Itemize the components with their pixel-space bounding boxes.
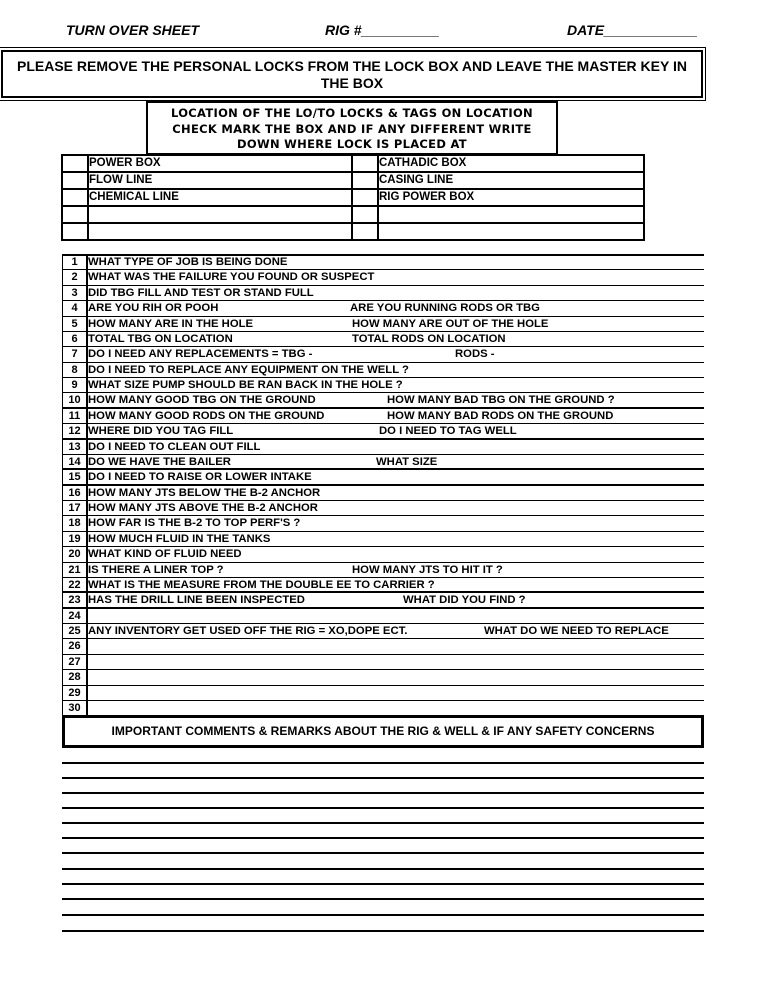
lockout-location-left-5[interactable] <box>87 222 353 241</box>
question-number: 2 <box>62 270 88 284</box>
lockout-location-label: CHEMICAL LINE <box>89 191 179 203</box>
question-row-6 <box>62 332 704 347</box>
question-number: 12 <box>62 424 88 437</box>
question-secondary-text: DO I NEED TO TAG WELL <box>379 425 517 438</box>
question-secondary-text: TOTAL RODS ON LOCATION <box>352 332 506 345</box>
question-secondary-text: WHAT SIZE <box>376 455 438 468</box>
question-text: DID TBG FILL AND TEST OR STAND FULL <box>88 286 314 299</box>
question-row-21 <box>62 563 704 578</box>
question-secondary-text: WHAT DO WE NEED TO REPLACE <box>484 625 669 637</box>
question-text: WHAT SIZE PUMP SHOULD BE RAN BACK IN THE HOLE ? <box>88 379 403 391</box>
question-number: 27 <box>62 655 88 669</box>
question-text: DO I NEED TO RAISE OR LOWER INTAKE <box>88 471 312 484</box>
question-text: HAS THE DRILL LINE BEEN INSPECTED <box>88 594 305 607</box>
comment-line[interactable] <box>62 914 704 916</box>
lockout-location-label: POWER BOX <box>89 157 161 169</box>
rig-number-field[interactable]: RIG #__________ <box>325 22 440 38</box>
date-field[interactable]: DATE____________ <box>567 22 698 38</box>
question-row-13 <box>62 440 704 455</box>
question-row-16 <box>62 486 704 501</box>
question-row-23 <box>62 593 704 608</box>
question-row-1 <box>62 255 704 270</box>
question-row-24 <box>62 609 704 624</box>
question-number: 17 <box>62 501 88 515</box>
question-secondary-text: HOW MANY ARE OUT OF THE HOLE <box>352 317 549 330</box>
question-text: HOW MANY GOOD TBG ON THE GROUND <box>88 394 316 407</box>
question-row-29 <box>62 686 704 701</box>
question-row-14 <box>62 455 704 470</box>
question-row-26 <box>62 639 704 654</box>
question-number: 28 <box>62 670 88 684</box>
lock-box-notice: PLEASE REMOVE THE PERSONAL LOCKS FROM THE LOCK BOX AND LEAVE THE MASTER KEY IN THE BOX <box>1 50 703 98</box>
question-number: 10 <box>62 393 88 406</box>
comment-line[interactable] <box>62 762 704 764</box>
question-text: WHAT IS THE MEASURE FROM THE DOUBLE EE TO CARRIER ? <box>88 578 435 591</box>
question-row-7 <box>62 347 704 362</box>
lockout-checkbox-right-5[interactable] <box>351 222 379 241</box>
question-text: ANY INVENTORY GET USED OFF THE RIG = XO,DOPE ECT. <box>88 625 408 637</box>
question-row-30 <box>62 701 704 716</box>
question-number: 1 <box>62 255 88 269</box>
question-row-28 <box>62 670 704 685</box>
comment-line[interactable] <box>62 837 704 839</box>
question-text: TOTAL TBG ON LOCATION <box>88 332 233 345</box>
question-number: 14 <box>62 455 88 468</box>
question-text: ARE YOU RIH OR POOH <box>88 302 219 315</box>
question-row-9 <box>62 378 704 393</box>
question-number: 26 <box>62 639 88 653</box>
comments-heading: IMPORTANT COMMENTS & REMARKS ABOUT THE RIG & WELL & IF ANY SAFETY CONCERNS <box>62 715 704 748</box>
question-number: 20 <box>62 547 88 561</box>
question-row-20 <box>62 547 704 562</box>
question-text: WHAT TYPE OF JOB IS BEING DONE <box>88 256 288 268</box>
comment-line[interactable] <box>62 807 704 809</box>
question-text: WHERE DID YOU TAG FILL <box>88 425 234 438</box>
comment-line[interactable] <box>62 792 704 794</box>
lockout-heading-line-2: CHECK MARK THE BOX AND IF ANY DIFFERENT WRITE <box>172 121 532 136</box>
question-row-19 <box>62 532 704 547</box>
comment-line[interactable] <box>62 898 704 900</box>
lockout-location-label: CATHADIC BOX <box>379 157 467 169</box>
question-number: 9 <box>62 378 88 392</box>
question-row-15 <box>62 470 704 485</box>
question-number: 7 <box>62 347 88 361</box>
question-row-2 <box>62 270 704 285</box>
question-secondary-text: HOW MANY BAD TBG ON THE GROUND ? <box>387 394 615 407</box>
question-row-25 <box>62 624 704 639</box>
comment-line[interactable] <box>62 777 704 779</box>
question-table <box>62 255 704 716</box>
question-text: DO I NEED TO CLEAN OUT FILL <box>88 440 261 453</box>
question-text: HOW MANY ARE IN THE HOLE <box>88 317 254 330</box>
question-row-3 <box>62 286 704 301</box>
question-text: DO WE HAVE THE BAILER <box>88 455 231 468</box>
question-row-12 <box>62 424 704 439</box>
lockout-location-label: RIG POWER BOX <box>379 191 475 203</box>
question-row-22 <box>62 578 704 593</box>
question-secondary-text: HOW MANY JTS TO HIT IT ? <box>352 563 503 576</box>
lockout-location-label: FLOW LINE <box>89 174 153 186</box>
question-secondary-text: ARE YOU RUNNING RODS OR TBG <box>350 302 540 315</box>
question-number: 19 <box>62 532 88 546</box>
question-number: 24 <box>62 609 88 623</box>
sheet-title: TURN OVER SHEET <box>66 22 200 38</box>
comment-line[interactable] <box>62 930 704 932</box>
question-number: 8 <box>62 363 88 377</box>
question-row-11 <box>62 409 704 424</box>
comment-line[interactable] <box>62 822 704 824</box>
question-row-17 <box>62 501 704 516</box>
question-text: HOW MANY JTS ABOVE THE B-2 ANCHOR <box>88 502 318 514</box>
comment-line[interactable] <box>62 883 704 885</box>
question-row-10 <box>62 393 704 408</box>
question-text: HOW FAR IS THE B-2 TO TOP PERF'S ? <box>88 517 301 530</box>
question-text: HOW MUCH FLUID IN THE TANKS <box>88 532 271 545</box>
question-row-27 <box>62 655 704 670</box>
question-number: 18 <box>62 516 88 530</box>
lockout-heading-line-1: LOCATION OF THE LO/TO LOCKS & TAGS ON LOCATION <box>171 106 533 120</box>
question-number: 5 <box>62 317 88 331</box>
question-row-18 <box>62 516 704 531</box>
question-number: 22 <box>62 578 88 591</box>
question-number: 3 <box>62 286 88 300</box>
question-text: WHAT KIND OF FLUID NEED <box>88 548 242 561</box>
question-text: DO I NEED TO REPLACE ANY EQUIPMENT ON THE WELL ? <box>88 363 409 376</box>
question-secondary-text: RODS - <box>455 348 495 361</box>
question-row-8 <box>62 363 704 378</box>
question-number: 15 <box>62 470 88 483</box>
question-text: IS THERE A LINER TOP ? <box>88 563 224 576</box>
question-number: 4 <box>62 301 88 315</box>
question-row-5 <box>62 317 704 332</box>
question-text: HOW MANY GOOD RODS ON THE GROUND <box>88 409 325 422</box>
lockout-checklist-grid <box>61 154 645 242</box>
question-number: 30 <box>62 701 88 715</box>
question-secondary-text: WHAT DID YOU FIND ? <box>403 594 526 607</box>
question-number: 11 <box>62 409 88 423</box>
lockout-heading-line-3: DOWN WHERE LOCK IS PLACED AT <box>237 137 467 151</box>
question-number: 23 <box>62 593 88 606</box>
comment-line[interactable] <box>62 852 704 854</box>
question-row-4 <box>62 301 704 316</box>
lockout-location-label: CASING LINE <box>379 174 454 186</box>
question-secondary-text: HOW MANY BAD RODS ON THE GROUND <box>387 409 614 422</box>
question-number: 6 <box>62 332 88 346</box>
question-number: 16 <box>62 486 88 500</box>
question-text: DO I NEED ANY REPLACEMENTS = TBG - <box>88 348 313 361</box>
question-number: 29 <box>62 686 88 700</box>
question-text: HOW MANY JTS BELOW THE B-2 ANCHOR <box>88 486 321 499</box>
lockout-location-heading <box>146 101 558 155</box>
lockout-location-right-5[interactable] <box>377 222 645 241</box>
lockout-checkbox-left-5[interactable] <box>61 222 89 241</box>
question-number: 13 <box>62 440 88 454</box>
question-text: WHAT WAS THE FAILURE YOU FOUND OR SUSPECT <box>88 271 375 284</box>
question-number: 21 <box>62 563 88 577</box>
comment-line[interactable] <box>62 868 704 870</box>
question-number: 25 <box>62 624 88 638</box>
